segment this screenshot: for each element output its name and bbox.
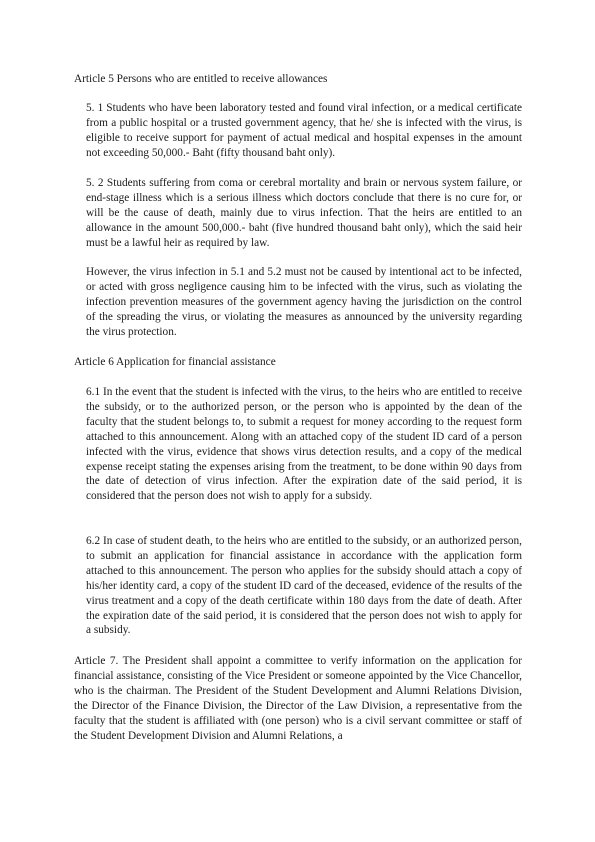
article-5-clause-2: 5. 2 Students suffering from coma or cerebral mortality and brain or nervous system failure, or end-stage illness which is a serious illness which doctors conclude that there is no cure for, or will be the cause of death, mainly due to virus infection. That the heirs are entitled to an allowance in the amount 500,000.- baht (five hundred thousand baht only), which the said heir must be a lawful heir as required by law. bbox=[86, 177, 522, 249]
article-5-clause-1: 5. 1 Students who have been laboratory tested and found viral infection, or a medical certificate from a public hospital or a trusted government agency, that he/ she is infected with the virus, is eligible to receive support for payment of actual medical and hospital expenses in the amount not exceeding 50,000.- Baht (fifty thousand baht only). bbox=[86, 102, 522, 159]
article-7-paragraph: Article 7. The President shall appoint a committee to verify information on the application for financial assistance, consisting of the Vice President or someone appointed by the Vice Chancellor, who is the chairman. The President of the Student Development and Alumni Relations Division, the Director of the Finance Division, the Director of the Law Division, a representative from the faculty that the student is affiliated with (one person) who is a civil servant committee or staff of the Student Development Division and Alumni Relations, a bbox=[74, 655, 522, 742]
article-6-clause-2: 6.2 In case of student death, to the heirs who are entitled to the subsidy, or an authorized person, to submit an application for financial assistance in accordance with the application form attached to this announcement. The person who applies for the subsidy should attach a copy of his/her identity card, a copy of the student ID card of the deceased, evidence of the results of the virus treatment and a copy of the death certificate within 180 days from the date of death. After the expiration date of the said period, it is considered that the person does not wish to apply for a subsidy. bbox=[86, 535, 522, 637]
article-6-heading: Article 6 Application for financial assistance bbox=[74, 356, 276, 368]
article-6-clause-1: 6.1 In the event that the student is infected with the virus, to the heirs who are entitled to receive the subsidy, or to the authorized person, or the person who is appointed by the dean of the faculty that the student belongs to, to submit a request for money according to the request form attached to this announcement. Along with an attached copy of the student ID card of a person infected with the virus, evidence that shows virus detection results, and a copy of the medical expense receipt stating the expenses arising from the treatment, to be done within 90 days from the date of detection of virus infection. After the expiration date of the said period, it is considered that the person does not wish to apply for a subsidy. bbox=[86, 386, 522, 503]
article-5-exclusion-paragraph: However, the virus infection in 5.1 and 5.2 must not be caused by intentional act to be infected, or acted with gross negligence causing him to be infected with the virus, such as violating the infection prevention measures of the government agency having the jurisdiction on the control of the spreading the virus, or violating the measures as announced by the university regarding the virus protection. bbox=[86, 266, 522, 338]
article-5-heading: Article 5 Persons who are entitled to receive allowances bbox=[74, 73, 328, 85]
